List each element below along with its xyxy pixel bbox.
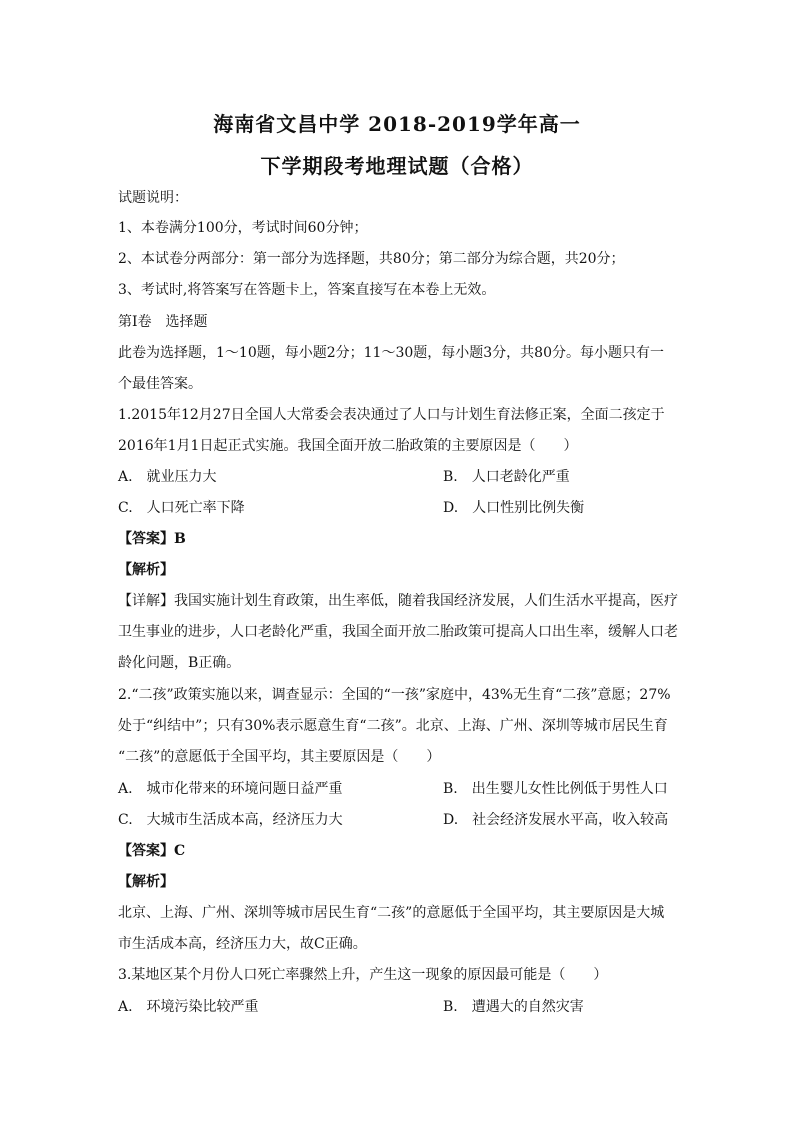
section-desc-line: 此卷为选择题，1～10题，每小题2分；11～30题，每小题3分，共80分。每小题只有一 <box>118 345 664 361</box>
section-title: 第Ⅰ卷 选择题 <box>118 314 208 330</box>
q1-option-b: B. 人口老龄化严重 <box>443 469 570 485</box>
q2-option-d: D. 社会经济发展水平高，收入较高 <box>443 812 669 828</box>
q2-stem-line: “二孩”的意愿低于全国平均，其主要原因是（ ） <box>118 749 441 765</box>
exam-title-line-1: 海南省文昌中学 2018-2019学年高一 <box>213 112 581 136</box>
q3-option-a: A. 环境污染比较严重 <box>118 999 259 1015</box>
section-desc-line: 个最佳答案。 <box>118 376 202 392</box>
q1-option-c: C. 人口死亡率下降 <box>118 500 245 516</box>
instruction-item: 2、本试卷分两部分：第一部分为选择题，共80分；第二部分为综合题，共20分； <box>118 251 625 267</box>
q1-stem-line: 1.2015年12月27日全国人大常委会表决通过了人口与计划生育法修正案，全面二孩定于 <box>118 407 665 423</box>
q2-answer: 【答案】C <box>118 843 186 859</box>
q2-option-b: B. 出生婴儿女性比例低于男性人口 <box>443 781 668 797</box>
q2-detail-line: 市生活成本高，经济压力大，故C正确。 <box>118 936 367 952</box>
q2-stem-line: 处于“纠结中”；只有30%表示愿意生育“二孩”。北京、上海、广州、深圳等城市居民生育 <box>118 718 668 734</box>
instruction-item: 1、本卷满分100分，考试时间60分钟； <box>118 220 368 236</box>
q2-stem-line: 2.“二孩”政策实施以来，调查显示：全国的“一孩”家庭中，43%无生育“二孩”意愿；27% <box>118 687 671 703</box>
q1-option-d: D. 人口性别比例失衡 <box>443 500 585 516</box>
q1-detail-line: 龄化问题，B正确。 <box>118 655 241 671</box>
instruction-item: 3、考试时,将答案写在答题卡上，答案直接写在本卷上无效。 <box>118 282 496 298</box>
q3-stem-line: 3.某地区某个月份人口死亡率骤然上升，产生这一现象的原因最可能是（ ） <box>118 967 608 983</box>
q1-stem-line: 2016年1月1日起正式实施。我国全面开放二胎政策的主要原因是（ ） <box>118 438 578 454</box>
q2-option-a: A. 城市化带来的环境问题日益严重 <box>118 781 343 797</box>
q1-detail-line: 卫生事业的进步，人口老龄化严重，我国全面开放二胎政策可提高人口出生率，缓解人口老 <box>118 624 678 640</box>
exam-title-line-2: 下学期段考地理试题（合格） <box>260 154 534 178</box>
q1-option-a: A. 就业压力大 <box>118 469 217 485</box>
q1-analysis-label: 【解析】 <box>118 562 174 578</box>
q1-detail-line: 【详解】我国实施计划生育政策，出生率低，随着我国经济发展，人们生活水平提高，医疗 <box>118 593 678 609</box>
q2-analysis-label: 【解析】 <box>118 874 174 890</box>
q2-option-c: C. 大城市生活成本高，经济压力大 <box>118 812 343 828</box>
q2-detail-line: 北京、上海、广州、深圳等城市居民生育“二孩”的意愿低于全国平均，其主要原因是大城 <box>118 905 665 921</box>
q1-answer: 【答案】B <box>118 531 186 547</box>
q3-option-b: B. 遭遇大的自然灾害 <box>443 999 584 1015</box>
instructions-heading: 试题说明： <box>118 190 188 206</box>
